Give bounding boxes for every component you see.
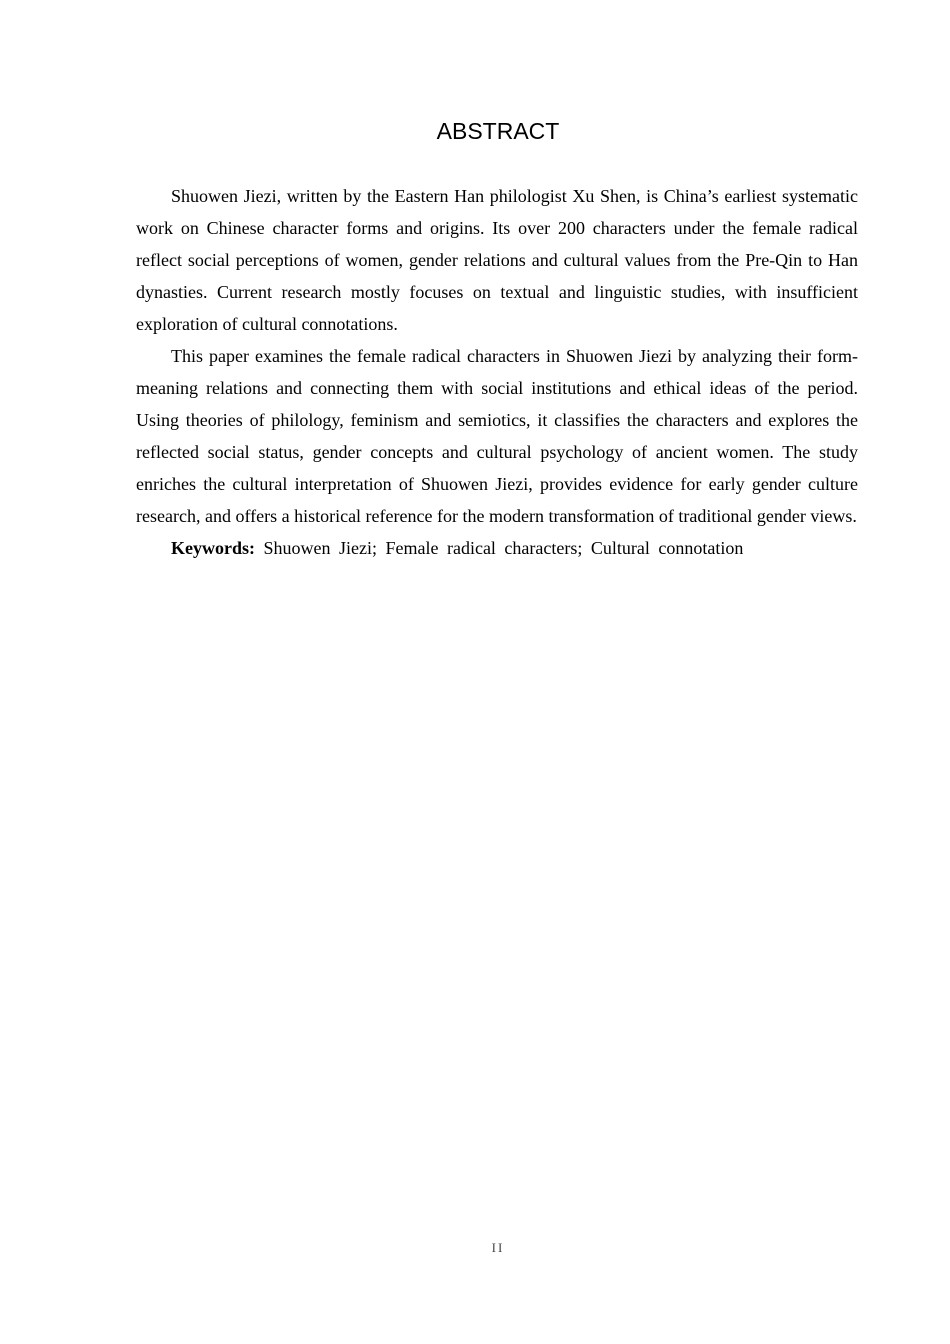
- abstract-paragraph-2: This paper examines the female radical characters in Shuowen Jiezi by analyzing their form-meaning relations and connecting them with social institutions and ethical ideas of the period. Using theories of philology, feminism and semiotics, it classifies the characters and explores the reflected social status, gender concepts and cultural psychology of ancient women. The study enriches the cultural interpretation of Shuowen Jiezi, provides evidence for early gender culture research, and offers a historical reference for the modern transformation of traditional gender views.: [136, 346, 858, 526]
- keywords-label: Keywords:: [171, 538, 255, 558]
- abstract-paragraph-1: Shuowen Jiezi, written by the Eastern Han philologist Xu Shen, is China’s earliest systematic work on Chinese character forms and origins. Its over 200 characters under the female radical reflect social perceptions of women, gender relations and cultural values from the Pre-Qin to Han dynasties. Current research mostly focuses on textual and linguistic studies, with insufficient exploration of cultural connotations.: [136, 186, 858, 334]
- abstract-body: [136, 180, 858, 564]
- page-number: II: [491, 1240, 505, 1255]
- keywords-text: Shuowen Jiezi; Female radical characters; Cultural connotation: [263, 538, 744, 558]
- keywords-line: [136, 532, 858, 564]
- abstract-title: ABSTRACT: [436, 118, 560, 144]
